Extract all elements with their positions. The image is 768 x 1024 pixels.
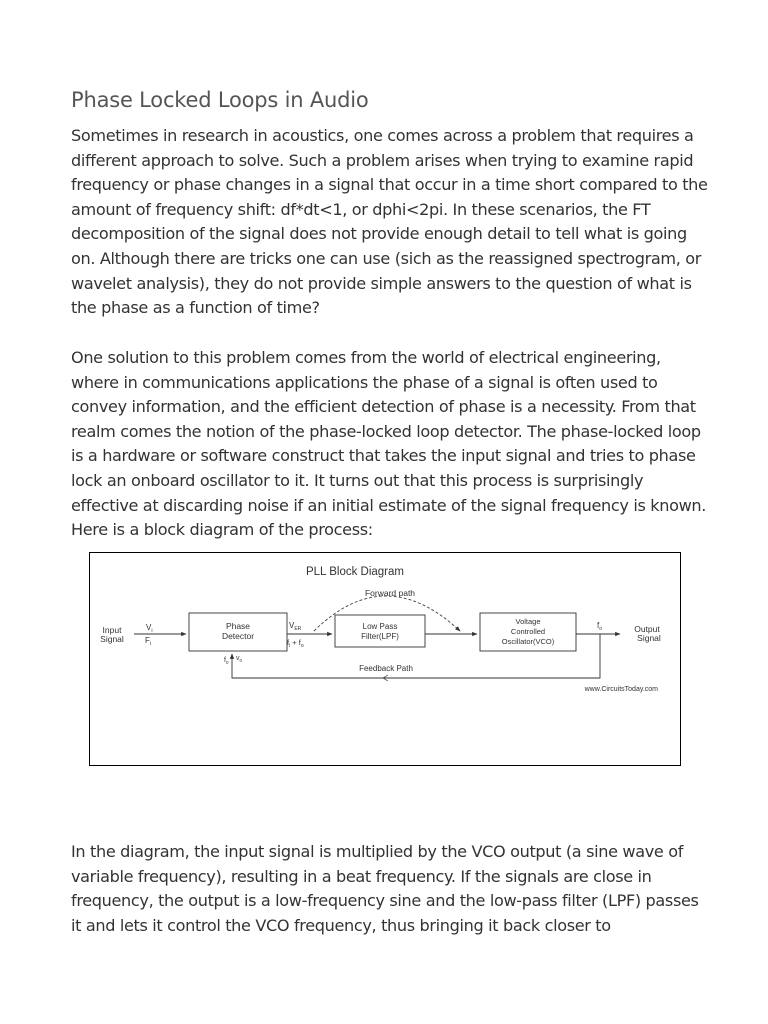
feedback-f-label: $f_0$ <box>224 657 229 665</box>
output-label-line2: Signal <box>637 633 661 643</box>
output-label-line1: Output <box>634 624 660 634</box>
phase-detector-line2: Detector <box>221 631 255 641</box>
fi-label: $F_i$ <box>145 636 152 647</box>
paragraph-2: One solution to this problem comes from the world of electrical engineering, where in communications applications the phase of a signal is often used to convey information, and the efficient detection of phase is a necessity. From that realm comes the notion of the phase-locked loop detector. The phase-locked loop is a hardware or software construct that takes the input signal and tries to phase lock an onboard oscillator to it. It turns out that this process is surprisingly effective at discarding noise if an initial estimate of the signal frequency is known. Here is a block diagram of the process: <box>71 348 707 540</box>
vco-line3: Oscillator(VCO) <box>501 637 555 646</box>
lpf-line1: Low Pass <box>362 622 398 631</box>
paragraph-3: In the diagram, the input signal is multiplied by the VCO output (a sine wave of variable frequency), resulting in a beat frequency. If the signals are close in frequency, the output is a low-frequency sine and the low-pass filter (LPF) passes it and lets it control the VCO frequency, thus bringing it back closer to <box>71 842 699 935</box>
lpf-block <box>335 615 425 647</box>
fo-label: $f_o$ <box>597 621 603 632</box>
pll-block-diagram <box>89 552 681 766</box>
page-title: Phase Locked Loops in Audio <box>71 88 369 112</box>
paragraph-1: Sometimes in research in acoustics, one comes across a problem that requires a different approach to solve. Such a problem arises when trying to examine rapid frequency or phase changes in a signal that occur in a time short compared to the amount of frequency shift: df*dt<1, or dphi<2pi. In these scenarios, the FT decomposition of the signal does not provide enough detail to tell what is going on. Although there are tricks one can use (sich as the reassigned spectrogram, or wavelet analysis), they do not provide simple answers to the question of what is the phase as a function of time? <box>71 126 708 318</box>
diagram-source-credit: www.CircuitsToday.com <box>584 686 658 693</box>
diagram-title: PLL Block Diagram <box>305 566 405 578</box>
feedback-v-label: $v_0$ <box>236 655 243 663</box>
feedback-path-label: Feedback Path <box>359 664 413 673</box>
vco-line1: Voltage <box>515 617 541 626</box>
input-label-line2: Signal <box>100 634 124 644</box>
sum-frequency-label: $f_i + f_o$ <box>287 638 304 649</box>
phase-detector-line1: Phase <box>225 621 251 631</box>
pll-diagram-svg <box>90 553 680 765</box>
vi-label: $V_i$ <box>146 623 153 634</box>
vco-line2: Controlled <box>510 627 546 636</box>
ver-label: $V_{ER}$ <box>289 621 302 632</box>
lpf-line2: Filter(LPF) <box>361 632 399 641</box>
input-label-line1: Input <box>102 625 122 635</box>
forward-path-label: Forward path <box>364 588 416 598</box>
